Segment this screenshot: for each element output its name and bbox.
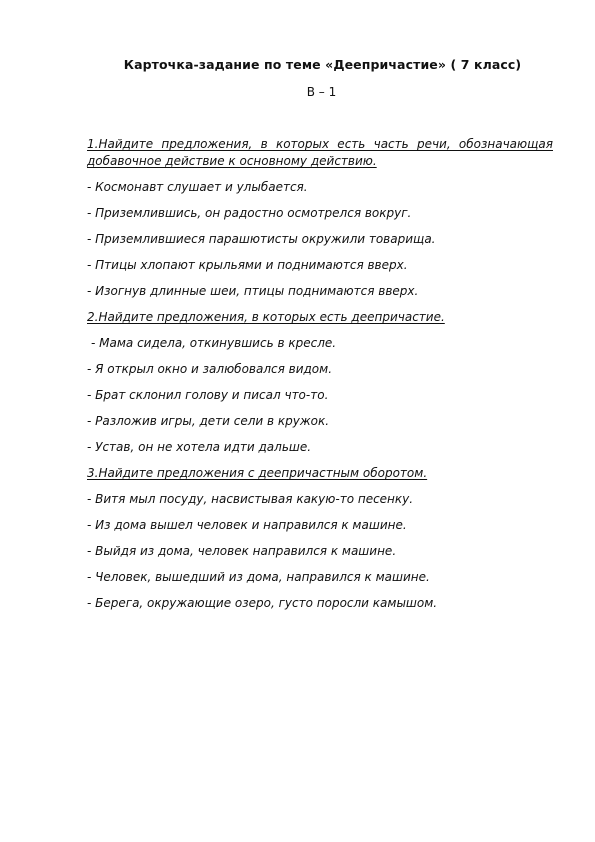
task-content: [87, 136, 553, 621]
task-3: [87, 465, 553, 482]
task-2-item-2: - Я открыл окно и залюбовался видом.: [87, 362, 333, 376]
task-1-item-3: - Приземлившиеся парашютисты окружили товарища.: [87, 232, 436, 246]
task-3-item-5: - Берега, окружающие озеро, густо поросли камышом.: [87, 596, 438, 610]
page-title: [0, 57, 595, 72]
task-2: [87, 309, 553, 326]
task-1-heading: 1.Найдите предложения, в которых есть часть речи, обозначающая добавочное действие к основному действию.: [87, 137, 553, 168]
task-1: [87, 136, 553, 170]
title-text: Карточка-задание по теме «Деепричастие» ( 7 класс): [123, 57, 522, 72]
task-3-item-3: - Выйдя из дома, человек направился к машине.: [87, 544, 397, 558]
task-1-item-2: - Приземлившись, он радостно осмотрелся вокруг.: [87, 206, 412, 220]
task-1-item-4: - Птицы хлопают крыльями и поднимаются вверх.: [87, 258, 408, 272]
task-2-item-5: - Устав, он не хотела идти дальше.: [87, 440, 312, 454]
task-2-item-4: - Разложив игры, дети сели в кружок.: [87, 414, 330, 428]
task-2-item-3: - Брат склонил голову и писал что-то.: [87, 388, 329, 402]
task-3-heading: 3.Найдите предложения с деепричастным оборотом.: [87, 466, 428, 480]
variant-text: В – 1: [306, 85, 337, 99]
task-2-item-1: - Мама сидела, откинувшись в кресле.: [91, 336, 337, 350]
task-3-item-2: - Из дома вышел человек и направился к машине.: [87, 518, 407, 532]
task-2-heading: 2.Найдите предложения, в которых есть деепричастие.: [87, 310, 445, 324]
task-1-item-5: - Изогнув длинные шеи, птицы поднимаются вверх.: [87, 284, 419, 298]
task-3-item-4: - Человек, вышедший из дома, направился к машине.: [87, 570, 430, 584]
task-1-item-1: - Космонавт слушает и улыбается.: [87, 180, 308, 194]
task-3-item-1: - Витя мыл посуду, насвистывая какую-то песенку.: [87, 492, 414, 506]
variant-label: [0, 85, 595, 99]
